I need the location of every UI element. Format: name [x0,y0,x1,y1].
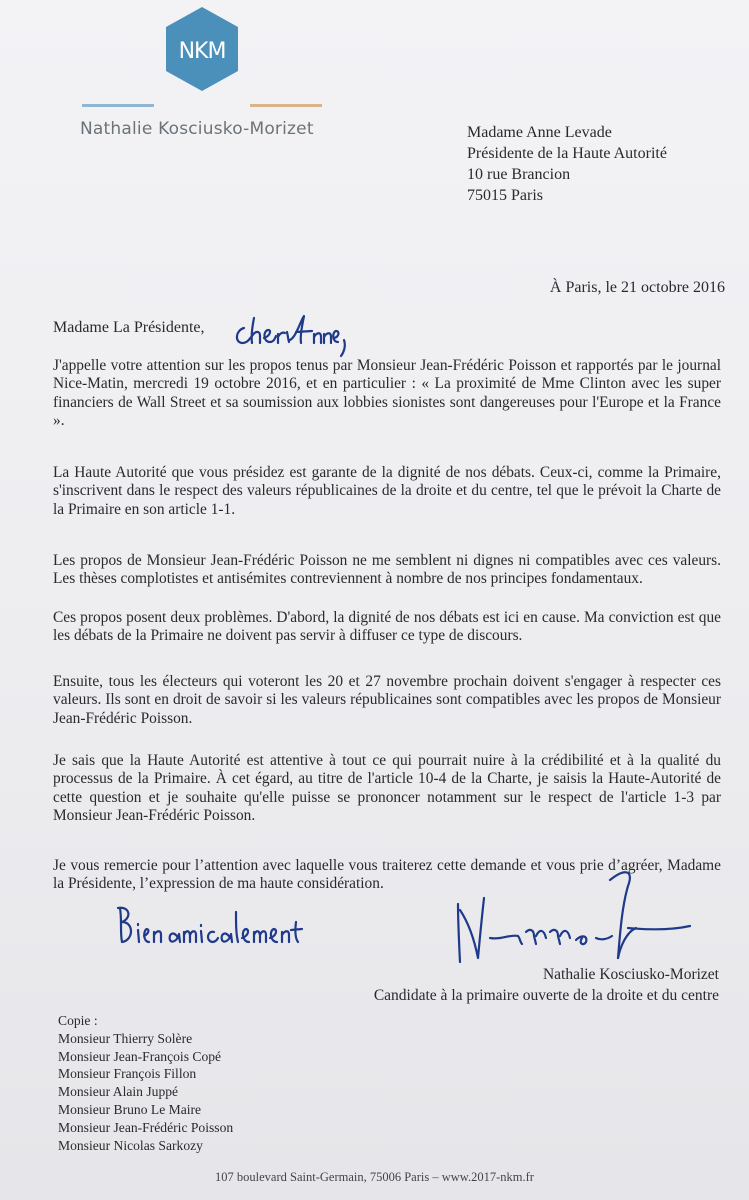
signer-title: Candidate à la primaire ouverte de la droite et du centre [373,987,719,1004]
copy-recipient: Monsieur François Fillon [58,1066,197,1082]
handwritten-closing [112,898,307,958]
copy-recipient: Monsieur Jean-François Copé [58,1048,222,1064]
paragraph-text: Ces propos posent deux problèmes. D'abord, la dignité de nos débats est ici en cause. Ma conviction est que les débats de la Primaire ne doivent pas servir à diffuser ce type de discours. [53,609,721,645]
paragraph-text: Je vous remercie pour l’attention avec laquelle vous traiterez cette demande et vous prie d’agréer, Madame la Présidente, l’expression de ma haute considération. [53,857,721,893]
recipient-address [467,122,667,206]
logo-rule-gold [250,104,322,107]
paragraph-3 [53,552,721,589]
recipient-line: Présidente de la Haute Autorité [467,145,667,162]
footer-address: 107 boulevard Saint-Germain, 75006 Paris – www.2017-nkm.fr [215,1170,534,1184]
logo-rule [82,104,327,108]
paragraph-text: Ensuite, tous les électeurs qui voteront les 20 et 27 novembre prochain doivent s'engager à respecter ces valeurs. Ils sont en droit de savoir si les valeurs républicaines sont compatibles avec les propos de Monsieur Jean-Frédéric Poisson. [53,673,721,727]
copy-recipient: Monsieur Nicolas Sarkozy [58,1137,203,1153]
paragraph-4 [53,609,721,646]
paragraph-2 [53,464,721,519]
copy-recipient: Monsieur Jean-Frédéric Poisson [58,1119,234,1135]
signer-block [374,964,719,1006]
copy-recipient: Monsieur Thierry Solère [58,1030,193,1046]
date-line: À Paris, le 21 octobre 2016 [549,279,725,296]
recipient-line: Madame Anne Levade [467,124,612,141]
recipient-line: 75015 Paris [467,187,543,204]
nkm-logo [163,5,241,93]
copies-heading: Copie : [58,1013,98,1028]
paragraph-text: La Haute Autorité que vous présidez est garante de la dignité de nos débats. Ceux-ci, comme la Primaire, s'inscrivent dans le respect des valeurs républicaines de la droite et du centre, tel que le prévoit la Charte de la Primaire en son article 1-1. [53,464,721,518]
letterhead-name: Nathalie Kosciusko-Morizet [80,119,314,139]
paragraph-text: J'appelle votre attention sur les propos tenus par Monsieur Jean-Frédéric Poisson et rapportés par le journal Nice-Matin, mercredi 19 octobre 2016, et en particulier : « La proximité de Mme Clinton avec les super financiers de Wall Street et sa soumission aux lobbies sionistes sont dangereuses pour l'Europe et la France ». [53,357,721,429]
handwritten-salutation [230,310,360,360]
paragraph-text: Je sais que la Haute Autorité est attentive à tout ce qui pourrait nuire à la crédibilité et à la qualité du processus de la Primaire. À cet égard, au titre de l'article 10-4 de la Charte, je saisis la Haute-Autorité de cette question et je souhaite qu'elle puisse se prononcer notamment sur le respect de l'article 1-3 par Monsieur Jean-Frédéric Poisson. [53,752,721,824]
paragraph-1 [53,357,721,430]
paragraph-text: Les propos de Monsieur Jean-Frédéric Poisson ne me semblent ni dignes ni compatibles avec ces valeurs. Les thèses complotistes et antisémites contreviennent à nombre de nos principes fondamentaux. [53,552,721,588]
recipient-line: 10 rue Brancion [467,166,571,183]
paragraph-5 [53,673,721,728]
logo-rule-blue [82,104,154,107]
copy-recipient: Monsieur Alain Juppé [58,1084,179,1100]
signer-name: Nathalie Kosciusko-Morizet [542,966,719,983]
salutation: Madame La Présidente, [53,319,205,336]
paragraph-6 [53,752,721,825]
logo-text: NKM [178,39,226,64]
signature [450,866,700,966]
copy-recipient: Monsieur Bruno Le Maire [58,1101,202,1117]
copies-list [58,1012,233,1154]
